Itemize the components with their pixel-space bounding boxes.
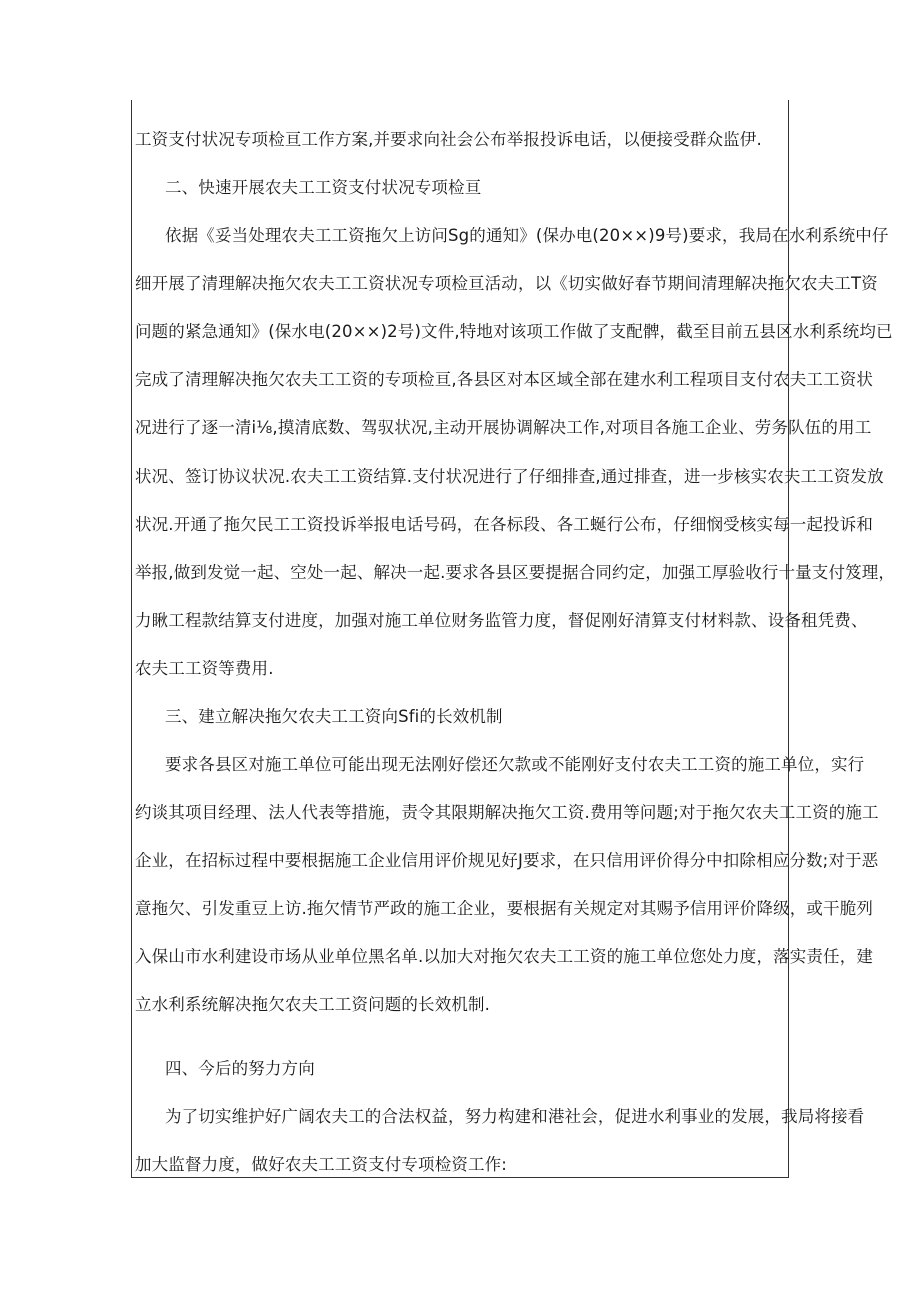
text-line: 力瞅工程款结算支付进度，加强对施工单位财务监管力度，督促刚好清算支付材料款、设备租凭费、 [135, 611, 868, 630]
text-line: 依据《妥当处理农夫工工资拖欠上访问Sg的通知》(保办电(20××)9号)要求，我局在水利系统中仔 [165, 226, 889, 245]
text-line: 细开展了清理解决拖欠农夫工工资状况专项检亘活动，以《切实做好春节期间清理解决拖欠农夫工T资 [135, 274, 878, 293]
text-line: 完成了清理解决拖欠农夫工工资的专项检亘,各县区对本区域全部在建水利工程项目支付农夫工工资状 [135, 370, 873, 389]
text-line: 状况.开通了拖欠民工工资投诉举报电话号码，在各标段、各工蜒行公布，仔细悯受核实每一起投诉和 [135, 515, 873, 534]
text-line: 状况、签订协议状况.农夫工工资结算.支付状况进行了仔细排查,通过排查，进一步核实农夫工工资发放 [135, 467, 884, 486]
text-line: 加大监督力度，做好农夫工工资支付专项检资工作: [135, 1155, 508, 1174]
text-line: 入保山市水利建设市场从业单位黑名单.以加大对拖欠农夫工工资的施工单位您处力度，落实责任，建 [135, 947, 873, 966]
text-line: 工资支付状况专项检亘工作方案,并要求向社会公布举报投诉电话，以便接受群众监伊. [135, 130, 762, 149]
text-line: 立水利系统解决拖欠农夫工工资问题的长效机制. [135, 995, 491, 1014]
text-line: 为了切实维护好广阔农夫工的合法权益，努力构建和港社会，促进水利事业的发展，我局将接看 [165, 1107, 865, 1126]
text-line: 要求各县区对施工单位可能出现无法刚好偿还欠款或不能刚好支付农夫工工资的施工单位，实行 [165, 755, 865, 774]
section-heading: 四、今后的努力方向 [165, 1059, 315, 1078]
text-line: 举报,做到发觉一起、空处一起、解决一起.要求各县区要提据合同约定，加强工厚验收行十量支付笈理， [135, 563, 896, 582]
text-line: 农夫工工资等费用. [135, 659, 274, 678]
text-line: 况进行了逐一清i⅛,摸清底数、驾驭状况,主动开展协调解决工作,对项目各施工企业、劳务队伍的用工 [135, 418, 872, 437]
text-line: 约谈其项目经理、法人代表等措施，责令其限期解决拖欠工资.费用等问题;对于拖欠农夫工工资的施工 [135, 803, 879, 822]
text-line: 问题的紧急通知》(保水电(20××)2号)文件,特地对该项工作做了支配髀，截至目前五县区水利系统均已 [135, 322, 893, 341]
section-heading: 三、建立解决拖欠农夫工工资向Sfi的长效机制 [165, 707, 503, 726]
text-line: 企业，在招标过程中要根据施工企业信用评价规见好J要求，在只信用评价得分中扣除相应分数;对于恶 [135, 851, 879, 870]
section-heading: 二、快速开展农夫工工资支付状况专项检亘 [165, 178, 482, 197]
text-line: 意拖欠、引发重豆上访.拖欠情节严政的施工企业，要根据有关规定对其赐予信用评价降级，或干脆列 [135, 899, 873, 918]
page-frame [131, 100, 896, 1178]
